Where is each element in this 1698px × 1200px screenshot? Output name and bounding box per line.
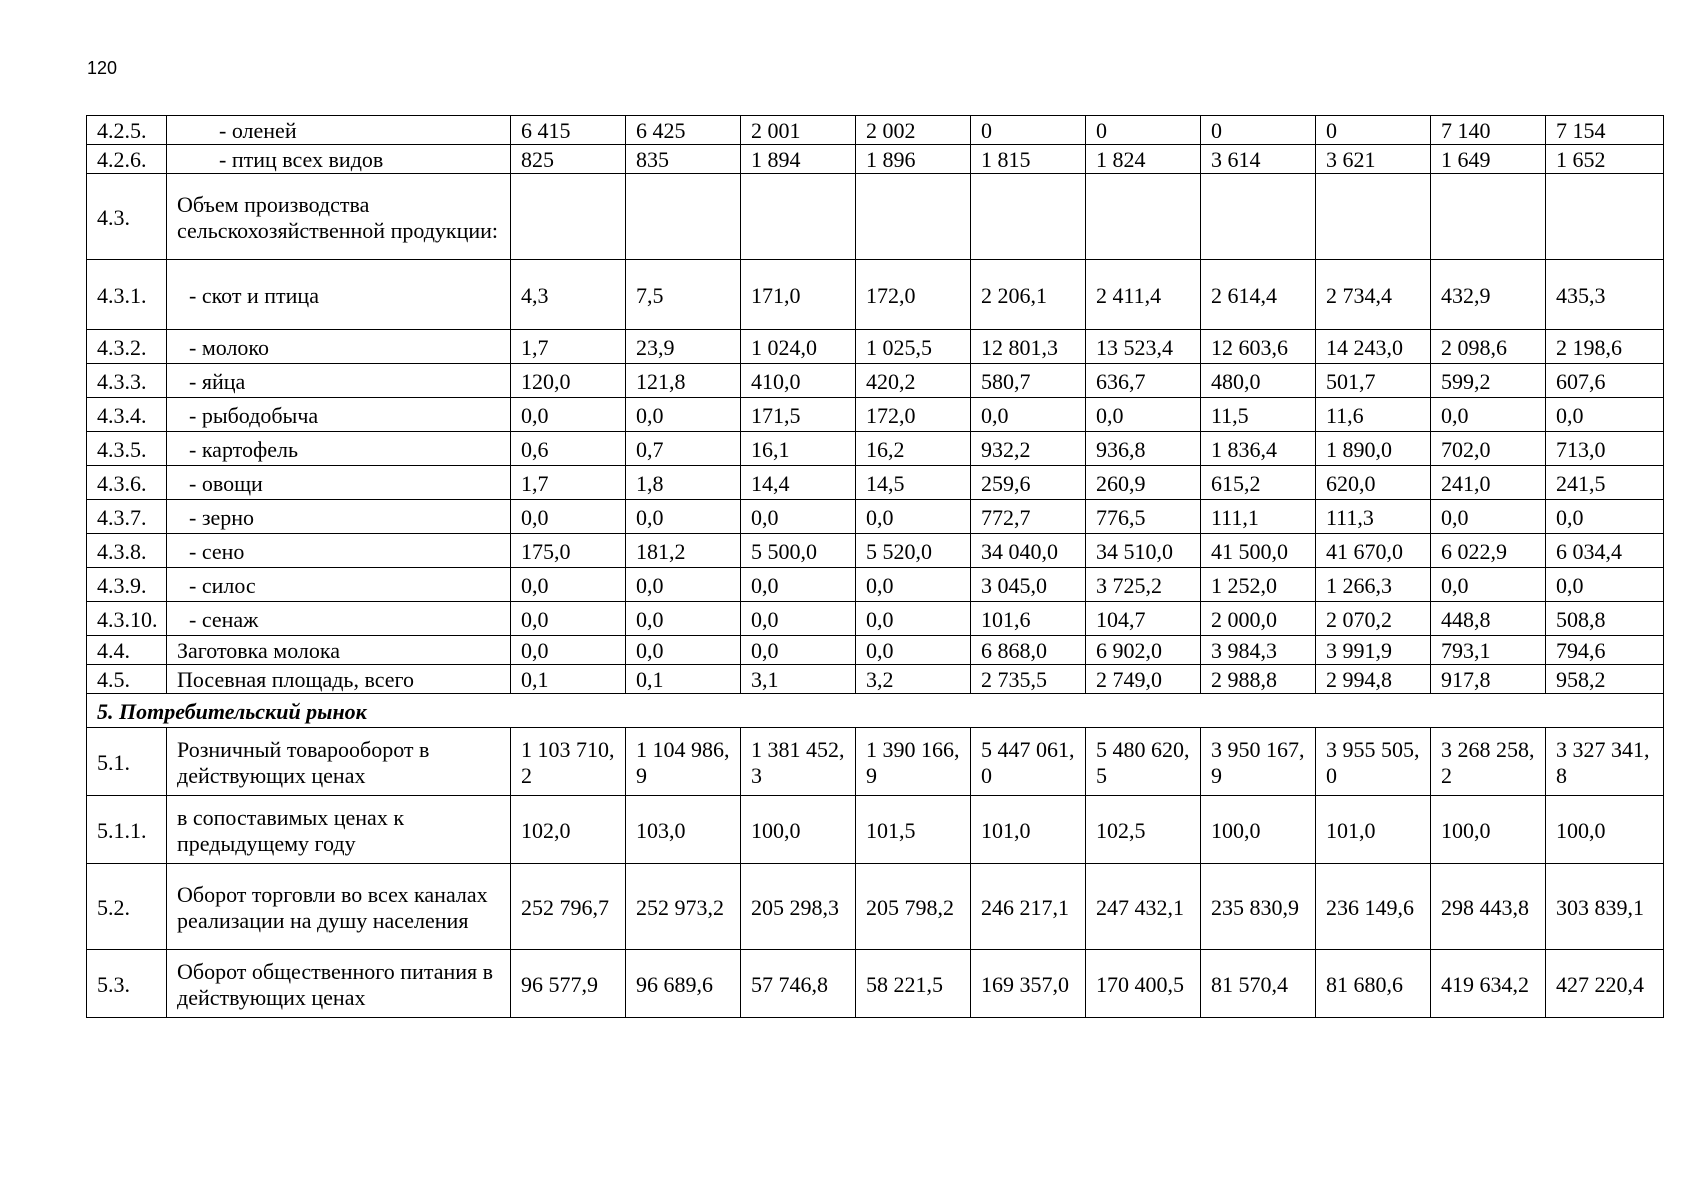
value-cell: 175,0 bbox=[511, 534, 626, 568]
row-code: 4.2.6. bbox=[87, 145, 167, 174]
row-label: Оборот торговли во всех каналах реализации на душу населения bbox=[167, 864, 511, 950]
value-cell: 12 603,6 bbox=[1201, 330, 1316, 364]
value-cell: 235 830,9 bbox=[1201, 864, 1316, 950]
row-code: 4.4. bbox=[87, 636, 167, 665]
value-cell: 7,5 bbox=[626, 260, 741, 330]
table-row bbox=[87, 330, 1664, 364]
value-cell: 3 327 341,8 bbox=[1546, 728, 1664, 796]
row-label: Посевная площадь, всего bbox=[167, 665, 511, 694]
value-cell: 702,0 bbox=[1431, 432, 1546, 466]
value-cell: 5 500,0 bbox=[741, 534, 856, 568]
value-cell bbox=[1431, 174, 1546, 260]
value-cell: 419 634,2 bbox=[1431, 950, 1546, 1018]
value-cell: 1 103 710,2 bbox=[511, 728, 626, 796]
value-cell: 2 198,6 bbox=[1546, 330, 1664, 364]
value-cell: 171,5 bbox=[741, 398, 856, 432]
value-cell: 0,0 bbox=[1546, 500, 1664, 534]
value-cell bbox=[511, 174, 626, 260]
value-cell: 1 252,0 bbox=[1201, 568, 1316, 602]
value-cell: 794,6 bbox=[1546, 636, 1664, 665]
value-cell: 171,0 bbox=[741, 260, 856, 330]
value-cell: 0,0 bbox=[1431, 568, 1546, 602]
value-cell: 1 896 bbox=[856, 145, 971, 174]
row-label: - молоко bbox=[167, 330, 511, 364]
value-cell: 2 614,4 bbox=[1201, 260, 1316, 330]
value-cell: 1,7 bbox=[511, 466, 626, 500]
table-row bbox=[87, 432, 1664, 466]
value-cell: 713,0 bbox=[1546, 432, 1664, 466]
value-cell: 1 104 986,9 bbox=[626, 728, 741, 796]
value-cell: 101,0 bbox=[1316, 796, 1431, 864]
row-code: 4.5. bbox=[87, 665, 167, 694]
value-cell: 100,0 bbox=[741, 796, 856, 864]
value-cell: 7 154 bbox=[1546, 116, 1664, 145]
value-cell: 120,0 bbox=[511, 364, 626, 398]
value-cell: 3,2 bbox=[856, 665, 971, 694]
row-code: 5.3. bbox=[87, 950, 167, 1018]
value-cell: 420,2 bbox=[856, 364, 971, 398]
table-row bbox=[87, 466, 1664, 500]
value-cell: 16,1 bbox=[741, 432, 856, 466]
value-cell: 932,2 bbox=[971, 432, 1086, 466]
value-cell: 101,6 bbox=[971, 602, 1086, 636]
value-cell: 936,8 bbox=[1086, 432, 1201, 466]
row-code: 4.3.4. bbox=[87, 398, 167, 432]
value-cell: 917,8 bbox=[1431, 665, 1546, 694]
value-cell: 0,0 bbox=[626, 500, 741, 534]
value-cell: 81 680,6 bbox=[1316, 950, 1431, 1018]
value-cell: 236 149,6 bbox=[1316, 864, 1431, 950]
value-cell: 501,7 bbox=[1316, 364, 1431, 398]
value-cell: 6 868,0 bbox=[971, 636, 1086, 665]
value-cell: 7 140 bbox=[1431, 116, 1546, 145]
value-cell bbox=[1201, 174, 1316, 260]
row-code: 4.3.3. bbox=[87, 364, 167, 398]
value-cell: 825 bbox=[511, 145, 626, 174]
value-cell: 6 415 bbox=[511, 116, 626, 145]
value-cell: 3,1 bbox=[741, 665, 856, 694]
value-cell: 1,8 bbox=[626, 466, 741, 500]
value-cell: 111,3 bbox=[1316, 500, 1431, 534]
value-cell: 100,0 bbox=[1201, 796, 1316, 864]
value-cell: 1,7 bbox=[511, 330, 626, 364]
table-row bbox=[87, 174, 1664, 260]
value-cell: 607,6 bbox=[1546, 364, 1664, 398]
value-cell: 599,2 bbox=[1431, 364, 1546, 398]
value-cell: 5 447 061,0 bbox=[971, 728, 1086, 796]
value-cell: 3 955 505,0 bbox=[1316, 728, 1431, 796]
row-label: Розничный товарооборот в действующих ценах bbox=[167, 728, 511, 796]
row-label: - сено bbox=[167, 534, 511, 568]
value-cell: 0 bbox=[1086, 116, 1201, 145]
table-row bbox=[87, 950, 1664, 1018]
value-cell: 0,0 bbox=[626, 398, 741, 432]
value-cell: 34 040,0 bbox=[971, 534, 1086, 568]
value-cell: 0,1 bbox=[511, 665, 626, 694]
value-cell: 259,6 bbox=[971, 466, 1086, 500]
value-cell: 3 045,0 bbox=[971, 568, 1086, 602]
value-cell: 480,0 bbox=[1201, 364, 1316, 398]
value-cell: 0,0 bbox=[856, 568, 971, 602]
table-row bbox=[87, 864, 1664, 950]
value-cell: 0,0 bbox=[741, 568, 856, 602]
value-cell bbox=[1086, 174, 1201, 260]
value-cell: 0 bbox=[971, 116, 1086, 145]
value-cell: 0,0 bbox=[856, 636, 971, 665]
row-code: 5.1.1. bbox=[87, 796, 167, 864]
value-cell: 448,8 bbox=[1431, 602, 1546, 636]
value-cell: 172,0 bbox=[856, 260, 971, 330]
value-cell: 0 bbox=[1201, 116, 1316, 145]
value-cell bbox=[1316, 174, 1431, 260]
value-cell: 241,0 bbox=[1431, 466, 1546, 500]
value-cell: 14 243,0 bbox=[1316, 330, 1431, 364]
row-label: - картофель bbox=[167, 432, 511, 466]
table-row bbox=[87, 568, 1664, 602]
value-cell: 1 815 bbox=[971, 145, 1086, 174]
value-cell: 252 796,7 bbox=[511, 864, 626, 950]
row-code: 4.3.8. bbox=[87, 534, 167, 568]
table-row bbox=[87, 145, 1664, 174]
value-cell: 205 298,3 bbox=[741, 864, 856, 950]
value-cell: 34 510,0 bbox=[1086, 534, 1201, 568]
row-label: - сенаж bbox=[167, 602, 511, 636]
value-cell: 11,5 bbox=[1201, 398, 1316, 432]
value-cell: 835 bbox=[626, 145, 741, 174]
value-cell: 100,0 bbox=[1431, 796, 1546, 864]
value-cell: 298 443,8 bbox=[1431, 864, 1546, 950]
value-cell: 1 894 bbox=[741, 145, 856, 174]
value-cell: 435,3 bbox=[1546, 260, 1664, 330]
value-cell: 96 577,9 bbox=[511, 950, 626, 1018]
value-cell: 0,0 bbox=[971, 398, 1086, 432]
value-cell: 0,1 bbox=[626, 665, 741, 694]
value-cell: 1 024,0 bbox=[741, 330, 856, 364]
row-label: - птиц всех видов bbox=[167, 145, 511, 174]
value-cell: 1 390 166,9 bbox=[856, 728, 971, 796]
value-cell: 1 381 452,3 bbox=[741, 728, 856, 796]
value-cell: 260,9 bbox=[1086, 466, 1201, 500]
row-code: 5.2. bbox=[87, 864, 167, 950]
row-label: - рыбодобыча bbox=[167, 398, 511, 432]
value-cell: 1 266,3 bbox=[1316, 568, 1431, 602]
value-cell: 1 025,5 bbox=[856, 330, 971, 364]
value-cell: 3 984,3 bbox=[1201, 636, 1316, 665]
value-cell: 57 746,8 bbox=[741, 950, 856, 1018]
value-cell: 793,1 bbox=[1431, 636, 1546, 665]
value-cell bbox=[626, 174, 741, 260]
value-cell: 14,5 bbox=[856, 466, 971, 500]
value-cell: 6 425 bbox=[626, 116, 741, 145]
value-cell: 2 994,8 bbox=[1316, 665, 1431, 694]
row-label: в сопоставимых ценах к предыдущему году bbox=[167, 796, 511, 864]
row-code: 5.1. bbox=[87, 728, 167, 796]
value-cell: 5 480 620,5 bbox=[1086, 728, 1201, 796]
value-cell: 1 824 bbox=[1086, 145, 1201, 174]
table-row bbox=[87, 116, 1664, 145]
value-cell: 2 001 bbox=[741, 116, 856, 145]
value-cell: 0,0 bbox=[511, 398, 626, 432]
value-cell: 0,0 bbox=[511, 568, 626, 602]
value-cell: 0,0 bbox=[856, 500, 971, 534]
row-label: - скот и птица bbox=[167, 260, 511, 330]
value-cell: 0,0 bbox=[1431, 398, 1546, 432]
value-cell: 170 400,5 bbox=[1086, 950, 1201, 1018]
table-row bbox=[87, 728, 1664, 796]
value-cell: 1 649 bbox=[1431, 145, 1546, 174]
table-row bbox=[87, 694, 1664, 728]
value-cell: 580,7 bbox=[971, 364, 1086, 398]
value-cell: 410,0 bbox=[741, 364, 856, 398]
table-row bbox=[87, 398, 1664, 432]
value-cell: 11,6 bbox=[1316, 398, 1431, 432]
value-cell: 96 689,6 bbox=[626, 950, 741, 1018]
row-code: 4.3.6. bbox=[87, 466, 167, 500]
value-cell: 252 973,2 bbox=[626, 864, 741, 950]
row-label: Оборот общественного питания в действующих ценах bbox=[167, 950, 511, 1018]
value-cell: 508,8 bbox=[1546, 602, 1664, 636]
value-cell: 427 220,4 bbox=[1546, 950, 1664, 1018]
value-cell: 1 652 bbox=[1546, 145, 1664, 174]
value-cell: 111,1 bbox=[1201, 500, 1316, 534]
value-cell: 6 022,9 bbox=[1431, 534, 1546, 568]
value-cell: 0,0 bbox=[511, 602, 626, 636]
value-cell: 3 614 bbox=[1201, 145, 1316, 174]
value-cell: 6 034,4 bbox=[1546, 534, 1664, 568]
value-cell bbox=[971, 174, 1086, 260]
value-cell: 247 432,1 bbox=[1086, 864, 1201, 950]
value-cell: 3 991,9 bbox=[1316, 636, 1431, 665]
row-code: 4.2.5. bbox=[87, 116, 167, 145]
value-cell: 432,9 bbox=[1431, 260, 1546, 330]
row-label: - зерно bbox=[167, 500, 511, 534]
value-cell: 102,5 bbox=[1086, 796, 1201, 864]
value-cell: 246 217,1 bbox=[971, 864, 1086, 950]
value-cell: 0,0 bbox=[626, 602, 741, 636]
value-cell: 121,8 bbox=[626, 364, 741, 398]
value-cell: 2 206,1 bbox=[971, 260, 1086, 330]
value-cell: 0,0 bbox=[511, 500, 626, 534]
table-row bbox=[87, 796, 1664, 864]
value-cell: 0,0 bbox=[741, 602, 856, 636]
value-cell: 0,6 bbox=[511, 432, 626, 466]
value-cell: 0,0 bbox=[626, 636, 741, 665]
value-cell: 0,0 bbox=[626, 568, 741, 602]
value-cell: 241,5 bbox=[1546, 466, 1664, 500]
row-code: 4.3.2. bbox=[87, 330, 167, 364]
row-code: 4.3.9. bbox=[87, 568, 167, 602]
value-cell: 4,3 bbox=[511, 260, 626, 330]
value-cell: 101,0 bbox=[971, 796, 1086, 864]
value-cell: 0,7 bbox=[626, 432, 741, 466]
value-cell: 776,5 bbox=[1086, 500, 1201, 534]
value-cell: 181,2 bbox=[626, 534, 741, 568]
value-cell: 2 749,0 bbox=[1086, 665, 1201, 694]
value-cell: 2 411,4 bbox=[1086, 260, 1201, 330]
value-cell: 958,2 bbox=[1546, 665, 1664, 694]
row-label: - овощи bbox=[167, 466, 511, 500]
value-cell: 2 002 bbox=[856, 116, 971, 145]
row-label: - оленей bbox=[167, 116, 511, 145]
value-cell: 81 570,4 bbox=[1201, 950, 1316, 1018]
value-cell: 205 798,2 bbox=[856, 864, 971, 950]
value-cell: 1 836,4 bbox=[1201, 432, 1316, 466]
value-cell: 0,0 bbox=[511, 636, 626, 665]
row-label: - силос bbox=[167, 568, 511, 602]
value-cell: 101,5 bbox=[856, 796, 971, 864]
value-cell: 0,0 bbox=[1431, 500, 1546, 534]
table-row bbox=[87, 534, 1664, 568]
value-cell: 0,0 bbox=[1546, 568, 1664, 602]
value-cell: 16,2 bbox=[856, 432, 971, 466]
table-row bbox=[87, 500, 1664, 534]
table-body bbox=[87, 116, 1664, 1018]
value-cell: 620,0 bbox=[1316, 466, 1431, 500]
value-cell: 772,7 bbox=[971, 500, 1086, 534]
row-label: - яйца bbox=[167, 364, 511, 398]
row-code: 4.3. bbox=[87, 174, 167, 260]
value-cell: 0,0 bbox=[1546, 398, 1664, 432]
value-cell: 0 bbox=[1316, 116, 1431, 145]
value-cell: 41 670,0 bbox=[1316, 534, 1431, 568]
value-cell: 58 221,5 bbox=[856, 950, 971, 1018]
table-row bbox=[87, 364, 1664, 398]
value-cell: 2 098,6 bbox=[1431, 330, 1546, 364]
value-cell: 100,0 bbox=[1546, 796, 1664, 864]
page-number: 120 bbox=[87, 58, 118, 78]
value-cell: 103,0 bbox=[626, 796, 741, 864]
section-heading: 5. Потребительский рынок bbox=[87, 694, 1664, 728]
value-cell: 104,7 bbox=[1086, 602, 1201, 636]
value-cell: 169 357,0 bbox=[971, 950, 1086, 1018]
value-cell: 2 000,0 bbox=[1201, 602, 1316, 636]
row-code: 4.3.10. bbox=[87, 602, 167, 636]
value-cell: 102,0 bbox=[511, 796, 626, 864]
value-cell: 0,0 bbox=[741, 636, 856, 665]
value-cell: 2 070,2 bbox=[1316, 602, 1431, 636]
value-cell: 41 500,0 bbox=[1201, 534, 1316, 568]
value-cell: 0,0 bbox=[1086, 398, 1201, 432]
value-cell bbox=[741, 174, 856, 260]
value-cell: 0,0 bbox=[856, 602, 971, 636]
row-label: Заготовка молока bbox=[167, 636, 511, 665]
value-cell: 615,2 bbox=[1201, 466, 1316, 500]
value-cell bbox=[856, 174, 971, 260]
value-cell: 2 734,4 bbox=[1316, 260, 1431, 330]
table-row bbox=[87, 636, 1664, 665]
table-row bbox=[87, 260, 1664, 330]
value-cell: 3 268 258,2 bbox=[1431, 728, 1546, 796]
value-cell: 6 902,0 bbox=[1086, 636, 1201, 665]
value-cell: 0,0 bbox=[741, 500, 856, 534]
table-row bbox=[87, 665, 1664, 694]
value-cell: 2 735,5 bbox=[971, 665, 1086, 694]
statistics-table bbox=[86, 115, 1664, 1018]
row-code: 4.3.5. bbox=[87, 432, 167, 466]
value-cell bbox=[1546, 174, 1664, 260]
value-cell: 3 725,2 bbox=[1086, 568, 1201, 602]
value-cell: 3 621 bbox=[1316, 145, 1431, 174]
value-cell: 12 801,3 bbox=[971, 330, 1086, 364]
value-cell: 5 520,0 bbox=[856, 534, 971, 568]
value-cell: 172,0 bbox=[856, 398, 971, 432]
value-cell: 1 890,0 bbox=[1316, 432, 1431, 466]
value-cell: 23,9 bbox=[626, 330, 741, 364]
value-cell: 303 839,1 bbox=[1546, 864, 1664, 950]
value-cell: 636,7 bbox=[1086, 364, 1201, 398]
row-label: Объем производства сельскохозяйственной продукции: bbox=[167, 174, 511, 260]
value-cell: 13 523,4 bbox=[1086, 330, 1201, 364]
table-row bbox=[87, 602, 1664, 636]
row-code: 4.3.1. bbox=[87, 260, 167, 330]
value-cell: 3 950 167,9 bbox=[1201, 728, 1316, 796]
row-code: 4.3.7. bbox=[87, 500, 167, 534]
value-cell: 14,4 bbox=[741, 466, 856, 500]
value-cell: 2 988,8 bbox=[1201, 665, 1316, 694]
